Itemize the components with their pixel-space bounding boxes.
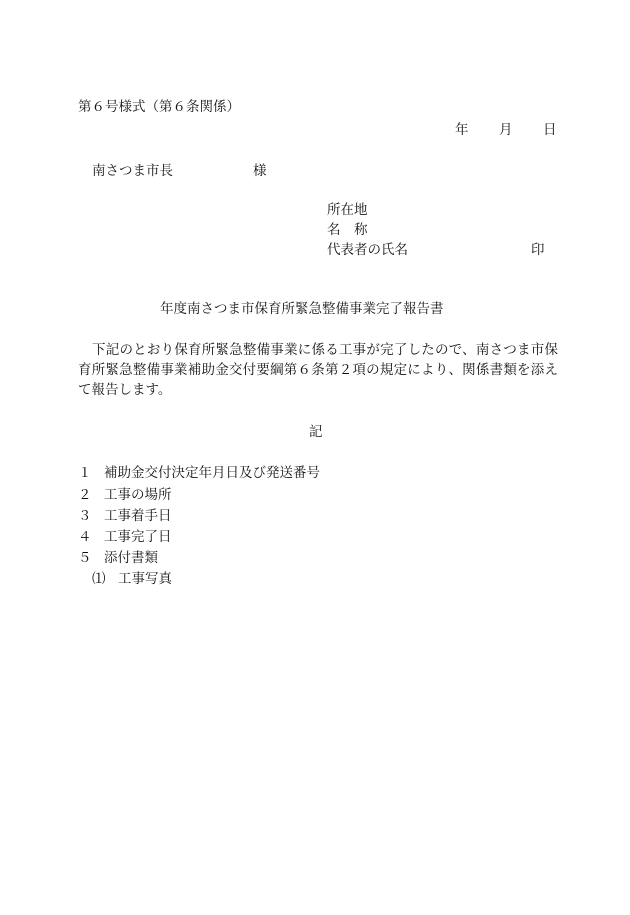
applicant-address-label: 所在地	[327, 202, 368, 218]
form-number: 第６号様式（第６条関係）	[78, 99, 240, 115]
list-item	[78, 549, 158, 567]
representative-label: 代表者の氏名	[327, 242, 408, 258]
item-number: ３	[78, 508, 92, 524]
item-label: 工事の場所	[104, 487, 172, 503]
date-year-label: 年	[455, 122, 469, 138]
date-month-label: 月	[499, 122, 513, 138]
sub-item-label: 工事写真	[118, 571, 172, 587]
report-title: 年度南さつま市保育所緊急整備事業完了報告書	[160, 301, 444, 317]
item-number: ２	[78, 487, 92, 503]
item-number: ４	[78, 529, 92, 545]
applicant-name-label: 名 称	[327, 222, 368, 238]
sub-list-item	[92, 570, 172, 588]
addressee-name: 南さつま市長	[92, 163, 173, 179]
addressee-honorific: 様	[253, 163, 267, 179]
sub-item-number: ⑴	[92, 571, 106, 587]
body-paragraph: 下記のとおり保育所緊急整備事業に係る工事が完了したので、南さつま市保育所緊急整備事業補助金交付要綱第６条第２項の規定により、関係書類を添えて報告します。	[78, 342, 558, 398]
seal-mark: 印	[531, 242, 545, 258]
date-day-label: 日	[543, 122, 557, 138]
item-label: 工事着手日	[104, 508, 172, 524]
item-label: 添付書類	[104, 550, 158, 566]
item-number: ５	[78, 550, 92, 566]
list-item	[78, 528, 172, 546]
ki-heading: 記	[309, 424, 323, 440]
list-item	[78, 486, 172, 504]
list-item	[78, 464, 320, 482]
item-label: 工事完了日	[104, 529, 172, 545]
item-number: １	[78, 465, 92, 481]
list-item	[78, 507, 172, 525]
date-line	[0, 121, 630, 139]
item-label: 補助金交付決定年月日及び発送番号	[104, 465, 320, 481]
